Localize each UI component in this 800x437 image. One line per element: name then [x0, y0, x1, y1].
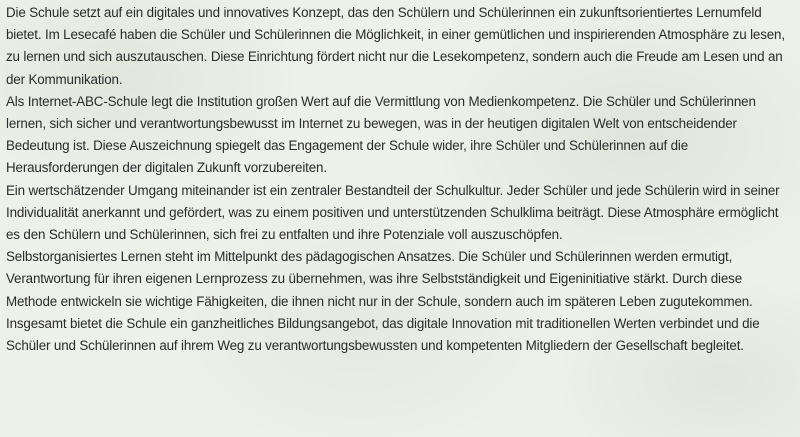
paragraph-lesecafe: Die Schule setzt auf ein digitales und innovatives Konzept, das den Schülern und Schülerinnen ein zukunftsorientiertes Lernumfeld bietet. Im Lesecafé haben die Schüler und Schülerinnen die Möglichkeit, in einer gemütlichen und inspirierenden Atmosphäre zu lesen, zu lernen und sich auszutauschen. Diese Einrichtung fördert nicht nur die Lesekompetenz, sondern auch die Freude am Lesen und an der Kommunikation. [6, 5, 785, 87]
document-body [6, 2, 790, 357]
paragraph-internet-abc-schule: Als Internet-ABC-Schule legt die Institution großen Wert auf die Vermittlung von Medienkompetenz. Die Schüler und Schülerinnen lernen, sich sicher und verantwortungsbewusst im Internet zu bewegen, was in der heutigen digitalen Welt von entscheidender Bedeutung ist. Diese Auszeichnung spiegelt das Engagement der Schule wider, ihre Schüler und Schülerinnen auf die Herausforderungen der digitalen Zukunft vorzubereiten. [6, 93, 756, 176]
paragraph-wertschaetzender-umgang: Ein wertschätzender Umgang miteinander ist ein zentraler Bestandteil der Schulkultur. Jeder Schüler und jede Schülerin wird in seiner Individualität anerkannt und gefördert, was zu einem positiven und unterstützenden Schulklima beiträgt. Diese Atmosphäre ermöglicht es den Schülern und Schülerinnen, sich frei zu entfalten und ihre Potenziale voll auszuschöpfen. [6, 182, 780, 243]
paragraph-selbstorganisiertes-lernen: Selbstorganisiertes Lernen steht im Mittelpunkt des pädagogischen Ansatzes. Die Schüler und Schülerinnen werden ermutigt, Verantwortung für ihren eigenen Lernprozess zu übernehmen, was ihre Selbstständigkeit und Eigeninitiative stärkt. Durch diese Methode entwickeln sie wichtige Fähigkeiten, die ihnen nicht nur in der Schule, sondern auch im späteren Leben zugutekommen. [6, 249, 753, 309]
paragraph-fazit: Insgesamt bietet die Schule ein ganzheitliches Bildungsangebot, das digitale Innovation mit traditionellen Werten verbindet und die Schüler und Schülerinnen auf ihrem Weg zu verantwortungsbewussten und kompetenten Mitgliedern der Gesellschaft begleitet. [6, 315, 760, 354]
